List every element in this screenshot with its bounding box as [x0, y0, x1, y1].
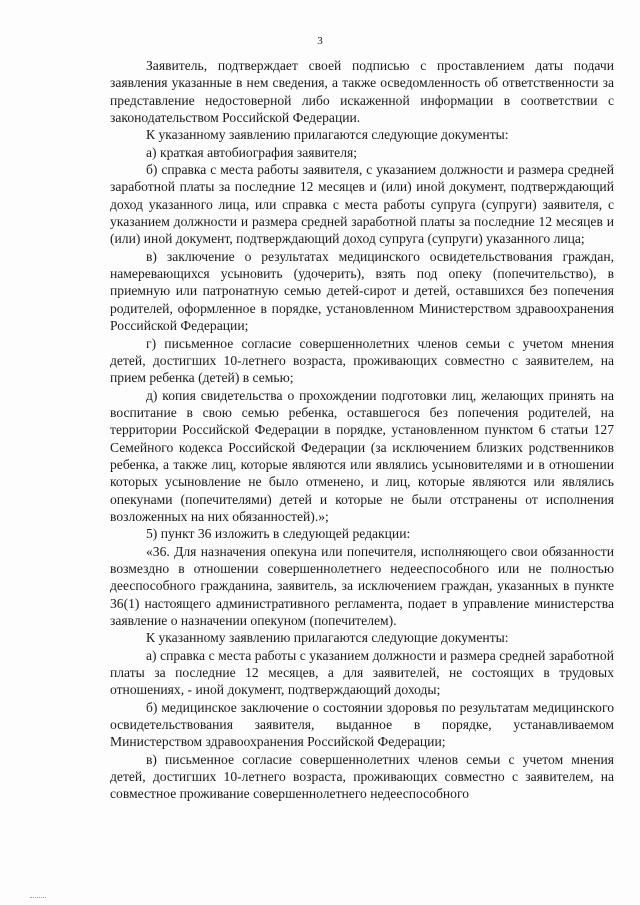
list-item: б) справка с места работы заявителя, с указанием должности и размера средней заработной платы за последние 12 месяцев и (или) иной документ, подтверждающий доход указанного лица, или справка с места работы супруга (супруги) заявителя, с указанием должности и размера средней заработной платы за последние 12 месяцев и (или) иной документ, подтверждающий доход супруга (супруги) указанного лица;	[110, 162, 614, 247]
amendment-item: 5) пункт 36 изложить в следующей редакции:	[146, 526, 411, 542]
list-item: в) заключение о результатах медицинского освидетельствования граждан, намеревающихся усыновить (удочерить), взять под опеку (попечительство), в приемную или патронатную семью детей-сирот и детей, оставшихся без попечения родителей, оформленное в порядке, установленном Министерством здравоохранения Российской Федерации;	[110, 248, 614, 334]
list-item: в) письменное согласие совершеннолетних членов семьи с учетом мнения детей, достигших 10-летнего возраста, проживающих совместно с заявителем, на совместное проживание совершеннолетнего недееспособного	[110, 751, 614, 802]
list-item: а) справка с места работы с указанием должности и размера средней заработной платы за последние 12 месяцев, а для заявителей, не состоящих в трудовых отношениях, - иной документ, подтверждающий доходы;	[110, 647, 614, 698]
list-item: г) письменное согласие совершеннолетних членов семьи с учетом мнения детей, достигших 10-летнего возраста, проживающих совместно с заявителем, на прием ребенка (детей) в семью;	[110, 335, 614, 386]
page-number: 3	[317, 35, 323, 47]
paragraph: К указанному заявлению прилагаются следующие документы:	[146, 630, 509, 646]
scan-artifact	[30, 897, 46, 900]
list-item: б) медицинское заключение о состоянии здоровья по результатам медицинского освидетельствования заявителя, выданное в порядке, устанавливаемом Министерством здравоохранения Российской Федерации;	[110, 699, 614, 750]
paragraph: «36. Для назначения опекуна или попечителя, исполняющего свои обязанности возмездно в отношении совершеннолетнего недееспособного или не полностью дееспособного гражданина, заявитель, за исключением граждан, указанных в пункте 36(1) настоящего административного регламента, подает в управление министерства заявление о назначении опекуном (попечителем).	[110, 543, 614, 628]
document-body	[110, 57, 614, 803]
list-item: д) копия свидетельства о прохождении подготовки лиц, желающих принять на воспитание в свою семью ребенка, оставшегося без попечения родителей, на территории Российской Федерации в порядке, установленном пунктом 6 статьи 127 Семейного кодекса Российской Федерации (за исключением близких родственников ребенка, а также лиц, которые являются или являлись усыновителями и в отношении которых усыновление не было отменено, и лиц, которые являются или являлись опекунами (попечителями) детей и которые не были отстранены от исполнения возложенных на них обязанностей).»;	[110, 387, 614, 524]
paragraph: К указанному заявлению прилагаются следующие документы:	[146, 127, 509, 143]
paragraph: Заявитель, подтверждает своей подписью с проставлением даты подачи заявления указанные в нем сведения, а также осведомленность об ответственности за представление недостоверной либо искаженной информации в соответствии с законодательством Российской Федерации.	[110, 58, 614, 126]
list-item: а) краткая автобиография заявителя;	[146, 144, 358, 160]
